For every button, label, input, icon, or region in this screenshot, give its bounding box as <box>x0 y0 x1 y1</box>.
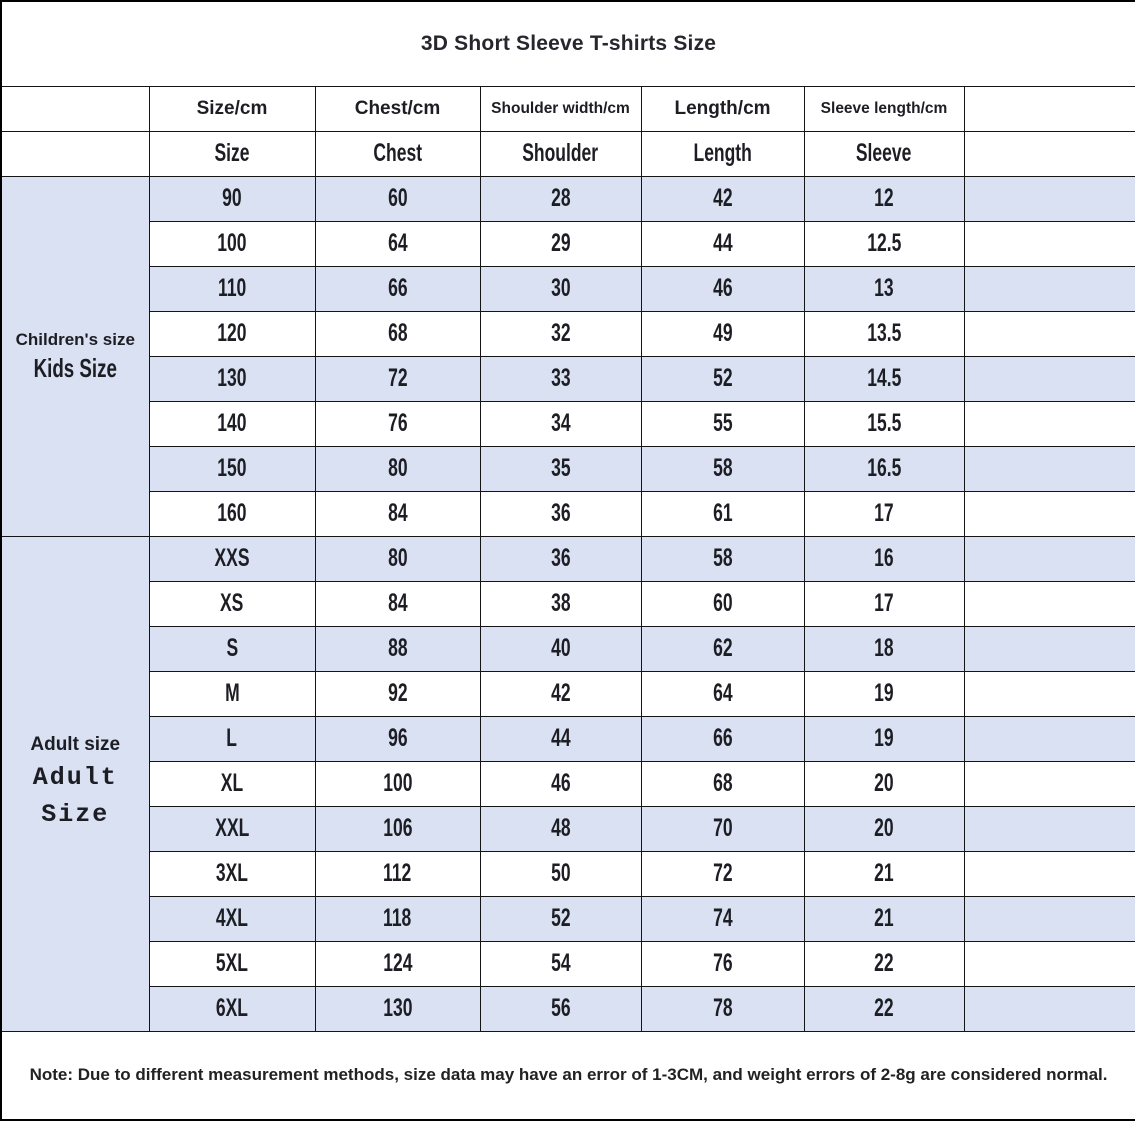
header-sleeve: Sleeve <box>804 131 964 176</box>
header-size-cm: Size/cm <box>149 86 315 131</box>
table-row <box>1 986 1135 1031</box>
length-cell <box>641 356 804 401</box>
cell-value: 42 <box>550 679 571 707</box>
cell-value: 66 <box>712 724 733 752</box>
length-cell <box>641 176 804 221</box>
sleeve-cell <box>804 356 964 401</box>
cell-value: 32 <box>550 319 571 347</box>
cell-value: 72 <box>712 859 733 887</box>
cell-value: 100 <box>382 769 413 797</box>
section-label-secondary: Adult Size <box>32 763 118 829</box>
size-cell <box>149 176 315 221</box>
empty-cell <box>964 491 1135 536</box>
cell-value: M <box>224 679 240 707</box>
cell-value: L <box>226 724 238 752</box>
chest-cell <box>315 266 480 311</box>
cell-value: 14.5 <box>866 364 902 392</box>
length-cell <box>641 986 804 1031</box>
table-row <box>1 536 1135 581</box>
cell-value: 20 <box>874 769 894 797</box>
table-row <box>1 716 1135 761</box>
cell-value: 17 <box>874 589 894 617</box>
empty-cell <box>964 446 1135 491</box>
sleeve-cell <box>804 311 964 356</box>
shoulder-cell <box>480 311 641 356</box>
cell-value: 19 <box>874 724 894 752</box>
length-cell <box>641 626 804 671</box>
table-row <box>1 311 1135 356</box>
header-row-units <box>1 86 1135 131</box>
sleeve-cell <box>804 176 964 221</box>
cell-value: 76 <box>712 949 733 977</box>
chest-cell <box>315 941 480 986</box>
size-cell <box>149 401 315 446</box>
shoulder-cell <box>480 266 641 311</box>
size-cell <box>149 806 315 851</box>
size-table-body <box>1 176 1135 1031</box>
length-cell <box>641 401 804 446</box>
header-length-cm: Length/cm <box>641 86 804 131</box>
sleeve-cell <box>804 626 964 671</box>
length-cell <box>641 311 804 356</box>
cell-value: 70 <box>712 814 733 842</box>
cell-value: 64 <box>387 229 408 257</box>
table-row <box>1 896 1135 941</box>
size-cell <box>149 356 315 401</box>
cell-value: 42 <box>712 184 733 212</box>
cell-value: 20 <box>874 814 894 842</box>
shoulder-cell <box>480 176 641 221</box>
sleeve-cell <box>804 671 964 716</box>
sleeve-cell <box>804 266 964 311</box>
table-row <box>1 671 1135 716</box>
table-row <box>1 266 1135 311</box>
sleeve-cell <box>804 986 964 1031</box>
empty-cell <box>964 266 1135 311</box>
sleeve-cell <box>804 221 964 266</box>
cell-value: 16.5 <box>866 454 902 482</box>
header-empty-cell <box>1 86 149 131</box>
size-cell <box>149 941 315 986</box>
cell-value: 92 <box>387 679 408 707</box>
table-row <box>1 446 1135 491</box>
cell-value: 13 <box>874 274 894 302</box>
cell-value: XS <box>220 589 244 617</box>
header-shoulder: Shoulder <box>480 131 641 176</box>
table-row <box>1 581 1135 626</box>
page-title: 3D Short Sleeve T-shirts Size <box>420 31 717 55</box>
cell-value: 68 <box>712 769 733 797</box>
length-cell <box>641 536 804 581</box>
cell-value: 110 <box>217 274 247 302</box>
header-empty-cell <box>964 131 1135 176</box>
chest-cell <box>315 851 480 896</box>
shoulder-cell <box>480 941 641 986</box>
empty-cell <box>964 311 1135 356</box>
chest-cell <box>315 806 480 851</box>
table-row <box>1 806 1135 851</box>
kids-section-label <box>1 176 149 536</box>
cell-value: 72 <box>387 364 408 392</box>
cell-value: 112 <box>383 859 412 887</box>
cell-value: 78 <box>712 994 733 1022</box>
size-cell <box>149 491 315 536</box>
note-row <box>1 1031 1135 1120</box>
cell-value: 80 <box>387 454 408 482</box>
shoulder-cell <box>480 491 641 536</box>
shoulder-cell <box>480 401 641 446</box>
shoulder-cell <box>480 671 641 716</box>
cell-value: 120 <box>217 319 247 347</box>
cell-value: 33 <box>550 364 571 392</box>
cell-value: 36 <box>550 499 571 527</box>
cell-value: 60 <box>712 589 733 617</box>
chest-cell <box>315 356 480 401</box>
size-cell <box>149 671 315 716</box>
header-shoulder-cm: Shoulder width/cm <box>480 86 641 131</box>
cell-value: 12 <box>874 184 894 212</box>
cell-value: XXL <box>214 814 250 842</box>
header-chest-cm: Chest/cm <box>315 86 480 131</box>
header-empty-cell <box>1 131 149 176</box>
shoulder-cell <box>480 356 641 401</box>
table-row <box>1 356 1135 401</box>
cell-value: 46 <box>712 274 733 302</box>
size-cell <box>149 626 315 671</box>
empty-cell <box>964 896 1135 941</box>
cell-value: 15.5 <box>866 409 902 437</box>
shoulder-cell <box>480 221 641 266</box>
size-cell <box>149 896 315 941</box>
cell-value: 48 <box>550 814 571 842</box>
empty-cell <box>964 536 1135 581</box>
cell-value: 88 <box>387 634 408 662</box>
chest-cell <box>315 761 480 806</box>
cell-value: 76 <box>387 409 408 437</box>
cell-value: 30 <box>550 274 571 302</box>
cell-value: 35 <box>550 454 571 482</box>
cell-value: 106 <box>382 814 413 842</box>
cell-value: 12.5 <box>866 229 902 257</box>
chest-cell <box>315 491 480 536</box>
chest-cell <box>315 221 480 266</box>
cell-value: 150 <box>217 454 247 482</box>
table-row <box>1 941 1135 986</box>
sleeve-cell <box>804 581 964 626</box>
size-cell <box>149 851 315 896</box>
header-row-names <box>1 131 1135 176</box>
empty-cell <box>964 941 1135 986</box>
empty-cell <box>964 986 1135 1031</box>
cell-value: 130 <box>217 364 247 392</box>
table-row <box>1 176 1135 221</box>
table-row <box>1 401 1135 446</box>
size-cell <box>149 536 315 581</box>
cell-value: 56 <box>550 994 571 1022</box>
chest-cell <box>315 896 480 941</box>
header-sleeve-cm: Sleeve length/cm <box>804 86 964 131</box>
section-label-primary: Children's size <box>15 329 135 349</box>
chest-cell <box>315 176 480 221</box>
sleeve-cell <box>804 851 964 896</box>
empty-cell <box>964 221 1135 266</box>
cell-value: XL <box>220 769 244 797</box>
cell-value: 96 <box>387 724 408 752</box>
cell-value: 3XL <box>215 859 249 887</box>
sleeve-cell <box>804 446 964 491</box>
cell-value: 118 <box>383 904 412 932</box>
cell-value: 50 <box>550 859 571 887</box>
cell-value: 17 <box>874 499 894 527</box>
length-cell <box>641 671 804 716</box>
size-cell <box>149 581 315 626</box>
cell-value: 80 <box>387 544 408 572</box>
empty-cell <box>964 716 1135 761</box>
length-cell <box>641 716 804 761</box>
shoulder-cell <box>480 896 641 941</box>
size-cell <box>149 446 315 491</box>
cell-value: 44 <box>550 724 571 752</box>
length-cell <box>641 941 804 986</box>
cell-value: S <box>226 634 238 662</box>
chest-cell <box>315 446 480 491</box>
section-label-primary: Adult size <box>30 734 121 756</box>
header-size: Size <box>149 131 315 176</box>
shoulder-cell <box>480 446 641 491</box>
cell-value: 61 <box>712 499 733 527</box>
sleeve-cell <box>804 761 964 806</box>
length-cell <box>641 221 804 266</box>
cell-value: 28 <box>550 184 571 212</box>
cell-value: 100 <box>217 229 247 257</box>
cell-value: 44 <box>712 229 733 257</box>
chest-cell <box>315 716 480 761</box>
table-row <box>1 761 1135 806</box>
sleeve-cell <box>804 716 964 761</box>
cell-value: 18 <box>874 634 894 662</box>
length-cell <box>641 806 804 851</box>
cell-value: 22 <box>874 949 894 977</box>
cell-value: 40 <box>550 634 571 662</box>
cell-value: 90 <box>222 184 242 212</box>
adult-section-label <box>1 536 149 1031</box>
shoulder-cell <box>480 806 641 851</box>
cell-value: 54 <box>550 949 571 977</box>
cell-value: 62 <box>712 634 733 662</box>
cell-value: 84 <box>387 589 408 617</box>
cell-value: 22 <box>874 994 894 1022</box>
empty-cell <box>964 806 1135 851</box>
chest-cell <box>315 311 480 356</box>
sleeve-cell <box>804 896 964 941</box>
cell-value: 6XL <box>215 994 249 1022</box>
cell-value: 52 <box>712 364 733 392</box>
sleeve-cell <box>804 491 964 536</box>
cell-value: 160 <box>217 499 247 527</box>
cell-value: 46 <box>550 769 571 797</box>
cell-value: XXS <box>214 544 250 572</box>
chest-cell <box>315 671 480 716</box>
cell-value: 74 <box>712 904 733 932</box>
cell-value: 140 <box>217 409 247 437</box>
table-row <box>1 491 1135 536</box>
empty-cell <box>964 761 1135 806</box>
size-cell <box>149 221 315 266</box>
length-cell <box>641 851 804 896</box>
cell-value: 124 <box>382 949 413 977</box>
empty-cell <box>964 356 1135 401</box>
cell-value: 19 <box>874 679 894 707</box>
sleeve-cell <box>804 806 964 851</box>
cell-value: 16 <box>874 544 894 572</box>
size-cell <box>149 266 315 311</box>
length-cell <box>641 896 804 941</box>
size-cell <box>149 761 315 806</box>
table-row <box>1 626 1135 671</box>
shoulder-cell <box>480 581 641 626</box>
shoulder-cell <box>480 536 641 581</box>
empty-cell <box>964 671 1135 716</box>
chest-cell <box>315 626 480 671</box>
length-cell <box>641 446 804 491</box>
size-cell <box>149 986 315 1031</box>
cell-value: 21 <box>874 904 894 932</box>
sleeve-cell <box>804 401 964 446</box>
chest-cell <box>315 536 480 581</box>
sleeve-cell <box>804 941 964 986</box>
cell-value: 29 <box>550 229 571 257</box>
header-chest: Chest <box>315 131 480 176</box>
size-cell <box>149 311 315 356</box>
cell-value: 34 <box>550 409 571 437</box>
sleeve-cell <box>804 536 964 581</box>
note-cell <box>1 1031 1135 1120</box>
size-cell <box>149 716 315 761</box>
title-row <box>1 1 1135 86</box>
cell-value: 68 <box>387 319 408 347</box>
section-label-secondary: Kids Size <box>33 352 117 383</box>
shoulder-cell <box>480 986 641 1031</box>
shoulder-cell <box>480 851 641 896</box>
cell-value: 21 <box>874 859 894 887</box>
chest-cell <box>315 986 480 1031</box>
cell-value: 58 <box>712 454 733 482</box>
empty-cell <box>964 626 1135 671</box>
chest-cell <box>315 401 480 446</box>
chart-title-cell <box>1 1 1135 86</box>
cell-value: 49 <box>712 319 733 347</box>
empty-cell <box>964 851 1135 896</box>
shoulder-cell <box>480 716 641 761</box>
cell-value: 38 <box>550 589 571 617</box>
cell-value: 58 <box>712 544 733 572</box>
cell-value: 130 <box>382 994 413 1022</box>
table-row <box>1 221 1135 266</box>
measurement-note: Note: Due to different measurement methods, size data may have an error of 1-3CM, and weight errors of 2-8g are considered normal. <box>29 1065 1108 1085</box>
chest-cell <box>315 581 480 626</box>
cell-value: 52 <box>550 904 571 932</box>
cell-value: 55 <box>712 409 733 437</box>
empty-cell <box>964 176 1135 221</box>
cell-value: 5XL <box>215 949 249 977</box>
cell-value: 36 <box>550 544 571 572</box>
cell-value: 4XL <box>215 904 249 932</box>
empty-cell <box>964 401 1135 446</box>
cell-value: 13.5 <box>866 319 902 347</box>
empty-cell <box>964 581 1135 626</box>
header-empty-cell <box>964 86 1135 131</box>
cell-value: 60 <box>387 184 408 212</box>
cell-value: 66 <box>387 274 408 302</box>
cell-value: 84 <box>387 499 408 527</box>
length-cell <box>641 491 804 536</box>
length-cell <box>641 761 804 806</box>
table-row <box>1 851 1135 896</box>
cell-value: 64 <box>712 679 733 707</box>
header-length: Length <box>641 131 804 176</box>
length-cell <box>641 581 804 626</box>
shoulder-cell <box>480 626 641 671</box>
shoulder-cell <box>480 761 641 806</box>
length-cell <box>641 266 804 311</box>
